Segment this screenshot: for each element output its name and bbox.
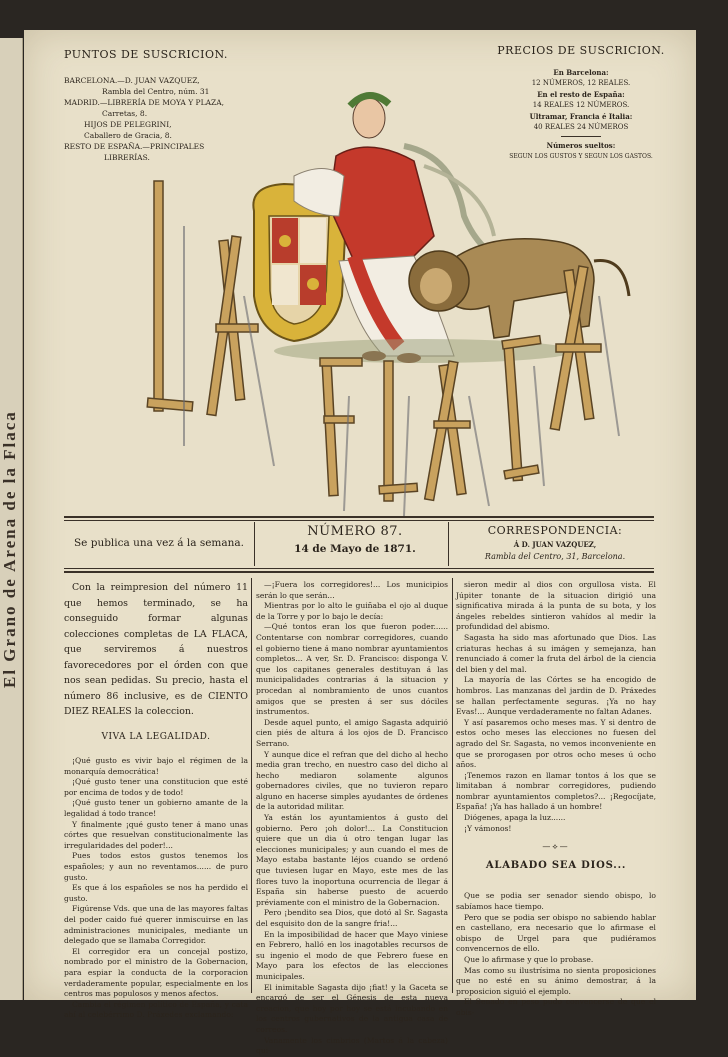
column-divider xyxy=(251,578,252,993)
price-line: Números sueltos: xyxy=(546,141,616,150)
subscription-line: Rambla del Centro, núm. 31 xyxy=(102,87,210,96)
paragraph: Que lo afirmase y que lo probase. xyxy=(464,955,594,964)
price-line: SEGUN LOS GUSTOS Y SEGUN LOS GASTOS. xyxy=(509,153,653,160)
paragraph: El corregidor era un concejal postizo, nombrado por el ministro de la Gobernacion, para espiar la conducta de la corporacion verdaderamente popular, especialmente en los centros mas populosos y menos afectos. xyxy=(64,946,248,999)
issue-info xyxy=(270,524,440,555)
correspondence-address: Rambla del Centro, 31, Barcelona. xyxy=(484,552,626,561)
paragraph: Pero que se podia ser obispo no sabiendo hablar en castellano, era necesario que lo afirmase el obispo de Urgel para que pudiéramos convencernos de ello. xyxy=(456,912,656,954)
subscription-line: RESTO DE ESPAÑA.—PRINCIPALES xyxy=(64,142,205,151)
price-line: 12 NÚMEROS, 12 REALES. xyxy=(531,79,631,87)
price-line: Ultramar, Francia é Italia: xyxy=(529,112,633,121)
notice-paragraph: Con la reimpresion del número 11 que hemos terminado, se ha conseguido formar algunas colecciones completas de LA FLACA, que serviremos á nuestros favorecedores por el órden con que nos sean pedidas. Su precio, hasta el número 86 inclusive, es de CIENTO DIEZ REALES la coleccion. xyxy=(64,582,248,717)
paragraph: Mas como su ilustrísima no sienta proposiciones que no esté en su ánimo demostrar, á la proposicion siguió el ejemplo. xyxy=(456,965,656,996)
issue-date: 14 de Mayo de 1871. xyxy=(294,543,416,555)
paragraph: ¡Qué gusto es vivir bajo el régimen de la monarquía democrática! xyxy=(64,756,248,776)
left-page-edge xyxy=(0,38,23,1000)
paragraph: Sagasta ha sido mas afortunado que Dios. Las criaturas hechas á su imágen y semejanza, han renunciado á comer la fruta del árbol de la ciencia del bien y del mal. xyxy=(456,632,656,674)
paragraph: El Senado en peso pudo convencerse de que el obis- xyxy=(456,997,656,1017)
price-line: 40 REALES 24 NÚMEROS xyxy=(533,123,629,131)
paragraph: Figúrense Vds. que una de las mayores faltas del poder caido fué querer inmiscuirse en las administraciones municipales, mediante un delegado que se llamaba Corregidor. xyxy=(64,904,248,946)
paragraph: —Qué tontos eran los que fueron poder...... Contentarse con nombrar corregidores, cuando el gobierno tiene á mano nombrar ayuntamientos completos... A ver, Sr. D. Francisco: disponga V. que los capitanes generales destituyan á las municipalidades contrarias á la situacion y procedan al nombramiento de unos cuantos amigos que se presten á ser sus dóciles instrumentos. xyxy=(256,622,448,717)
subscription-line: BARCELONA.—D. JUAN VAZQUEZ, xyxy=(64,76,200,85)
spine-title: El Grano de Arena de la Flaca xyxy=(0,410,19,688)
issue-number: NÚMERO 87. xyxy=(307,524,403,539)
subscription-line: MADRID.—LIBRERÍA DE MOYA Y PLAZA, xyxy=(64,98,224,107)
column-divider xyxy=(452,578,453,993)
paragraph: Que se podia ser senador siendo obispo, lo sabíamos hace tiempo. xyxy=(456,891,656,912)
subscription-prices-title: PRECIOS DE SUSCRICION. xyxy=(497,44,665,57)
paragraph: Y finalmente ¡qué gusto tener á mano unas córtes que resuelvan constitucionalmente las irregularidades del poder!... xyxy=(64,819,248,850)
paragraph: Y así pasaremos ocho meses mas. Y si dentro de estos ocho meses las elecciones no fuesen del agrado del Sr. Sagasta, no vemos inconveniente en que se prorogasen por otros ocho meses ú ocho años. xyxy=(456,717,656,770)
paragraph: ¡Y vámonos! xyxy=(464,823,512,833)
divider xyxy=(64,516,654,518)
article-title: ALABADO SEA DIOS... xyxy=(485,859,627,871)
paragraph: Mientras por lo alto le guiñaba el ojo al duque de la Torre y por lo bajo le decía: xyxy=(256,601,448,621)
column-1 xyxy=(64,580,248,1021)
divider xyxy=(64,520,654,521)
newspaper-page xyxy=(24,30,696,1056)
paragraph: ¡Qué gusto tener un gobierno amante de la legalidad á todo trance! xyxy=(64,798,248,819)
paragraph: ¡Qué gusto tener una constitucion que esté por encima de todos y de todo! xyxy=(64,777,248,797)
divider xyxy=(448,522,449,566)
subscription-points-title: PUNTOS DE SUSCRICION. xyxy=(64,48,228,61)
paragraph: Ya están los ayuntamientos á gusto del gobierno. Pero ¡oh dolor!... La Constitucion quiere que un dia ú otro tengan lugar las elecciones municipales; y aun cuando el mes de Mayo estaba bastante léjos cuando se ordenó que tuviesen lugar en Mayo, este mes de las flores tuvo la inoportuna ocurrencia de llegar á España sin haberse puesto de acuerdo préviamente con el ministro de la Gobernacion. xyxy=(256,813,448,907)
paragraph: Vanamente los cimbrios (Martos á la cabeza) qui- xyxy=(256,1035,448,1056)
column-2 xyxy=(256,580,448,1057)
paragraph: ¡Tenemos razon en llamar tontos á los que se limitaban á nombrar corregidores, pudiendo nombrar ayuntamientos completos?... ¡Regocíjate, España! ¡Ya has hallado á un hombre! xyxy=(456,770,656,812)
paragraph: Y aunque dice el refran que del dicho al hecho media gran trecho, en nuestro caso del dicho al hecho mediaron solamente algunos gobernadores civiles, que no tuvieron reparo alguno en hacerse simples ayudantes de órdenes de la autoridad militar. xyxy=(256,749,448,812)
price-line: 14 REALES 12 NÚMEROS. xyxy=(532,101,630,109)
price-line: En Barcelona: xyxy=(553,68,609,77)
masthead-illustration xyxy=(124,66,644,526)
paragraph: Desde aquel punto, el amigo Sagasta adquirió cien piés de altura á los ojos de D. Francisco Serrano. xyxy=(256,717,448,748)
column-3 xyxy=(456,580,656,1019)
article-title: VIVA LA LEGALIDAD. xyxy=(101,731,211,742)
subscription-line: LIBRERÍAS. xyxy=(104,153,150,162)
paragraph: La mayoría de las Córtes se ha encogido de hombros. Las manzanas del jardin de D. Práxedes se hallan perfectamente seguras. ¡Ya no hay Evas!... Aunque verdaderamente no faltan Adanes. xyxy=(456,675,656,717)
paragraph: El inimitable Sagasta dijo ¡fiat! y la Gaceta se encargó de ser el Génesis de esta nueva creacion, que hoy por hoy se está incubando en los centros gubernativos de la antigua casa de correos. xyxy=(256,982,448,1034)
correspondence-title: CORRESPONDENCIA: xyxy=(487,524,623,537)
divider xyxy=(64,571,654,573)
paragraph: En la imposibilidad de hacer que Mayo viniese en Febrero, halló en los inagotables recursos de su ingenio el modo de que Febrero fuese en Mayo para los efectos de las elecciones municipales. xyxy=(256,929,448,981)
divider xyxy=(254,522,255,566)
paragraph: Pues todos estos gustos tenemos los españoles; y aun no reventamos...... de puro gusto. xyxy=(64,851,248,882)
correspondence-name: Á D. JUAN VAZQUEZ, xyxy=(513,540,597,549)
paragraph: sieron medir al dios con orgullosa vista. El Júpiter tonante de la situacion dirigió una significativa mirada á la punta de su bota, y los ángeles rebeldes sintieron vahídos al medir la profundidad del abismo. xyxy=(456,580,656,632)
subscription-line: Carretas, 8. xyxy=(102,109,148,118)
ornament-divider-icon: —⟡— xyxy=(542,842,570,852)
price-line: En el resto de España: xyxy=(537,90,625,99)
subscription-line: Caballero de Gracia, 8. xyxy=(84,131,172,140)
divider xyxy=(64,568,654,569)
correspondence xyxy=(456,524,654,561)
subscription-line: HIJOS DE PELEGRINI, xyxy=(84,120,172,129)
paragraph: Es que á los españoles se nos ha perdido el gusto. xyxy=(64,883,248,903)
paragraph: Diógenes, apaga la luz...... xyxy=(464,813,566,823)
paragraph: —¡Fuera los corregidores!... Los municipios serán lo que serán... xyxy=(256,580,448,600)
publication-frequency: Se publica una vez á la semana. xyxy=(73,537,244,549)
paragraph: Cambia el régimen político de España, y cata ahí al celebérrimo D. Práxedes exclamando: xyxy=(64,999,248,1020)
paragraph: Pero ¡bendito sea Dios, que dotó al Sr. Sagasta del esquisito don de la sangre fria!... xyxy=(256,908,448,928)
